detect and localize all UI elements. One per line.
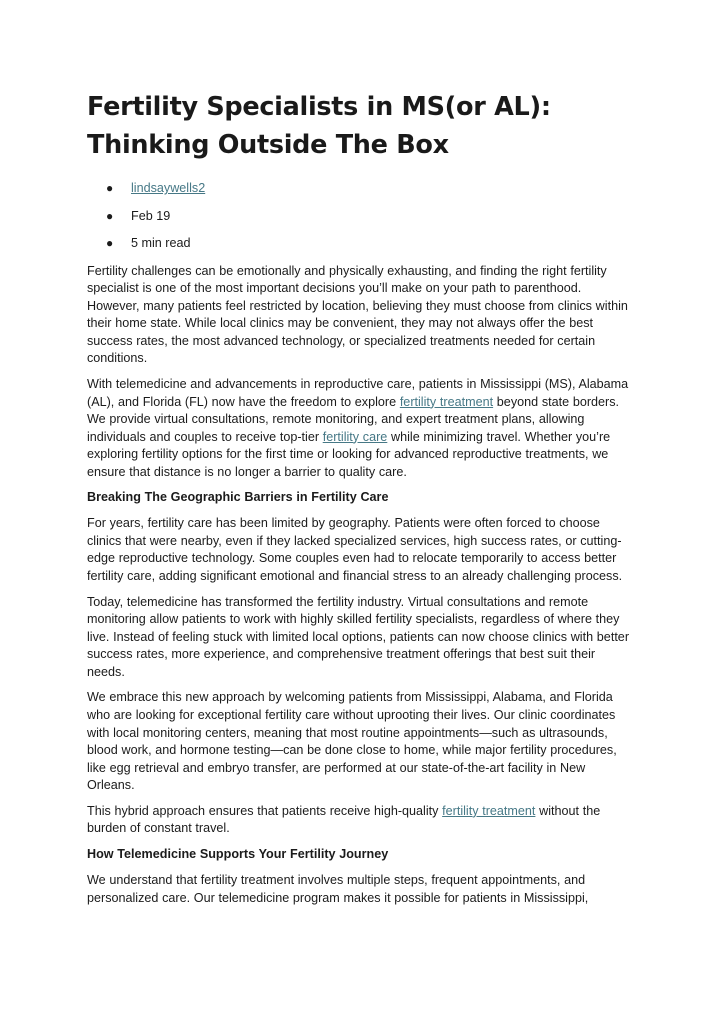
bullet-icon: ● (106, 208, 114, 223)
fertility-treatment-link[interactable]: fertility treatment (399, 394, 494, 409)
paragraph-text: without the burden of constant travel. (87, 803, 601, 836)
article-meta-list (87, 180, 635, 252)
fertility-care-link[interactable]: fertility care (322, 429, 388, 444)
read-time: 5 min read (131, 236, 191, 250)
meta-author-item (87, 180, 635, 197)
paragraph-new-approach: We embrace this new approach by welcoming patients from Mississippi, Alabama, and Florida who are looking for exceptional fertility care without uprooting their lives. Our clinic coordinates with local monitoring centers, meaning that most routine appointments—such as ultrasounds, blood work, and hormone testing—can be done close to home, while major fertility procedures, like egg retrieval and embryo transfer, are performed at our state-of-the-art facility in New Orleans. (87, 690, 617, 793)
paragraph-text: This hybrid approach ensures that patients receive high-quality (87, 803, 443, 818)
paragraph-journey: We understand that fertility treatment involves multiple steps, frequent appointments, and personalized care. Our telemedicine program makes it possible for patients in Mississippi, (87, 872, 589, 905)
paragraph-today: Today, telemedicine has transformed the fertility industry. Virtual consultations and remote monitoring allow patients to work with highly skilled fertility specialists, regardless of where they live. Instead of feeling stuck with limited local options, patients can now choose clinics with better success rates, more experience, and comprehensive treatment offerings that best suit their needs. (87, 594, 630, 679)
paragraph-geography: For years, fertility care has been limited by geography. Patients were often forced to choose clinics that were nearby, even if they lacked specialized services, high success rates, or cutting-edge reproductive technology. Some couples even had to relocate temporarily to access better fertility care, adding significant emotional and financial stress to an already challenging process. (87, 516, 623, 583)
fertility-treatment-link[interactable]: fertility treatment (442, 803, 536, 818)
article-title: Fertility Specialists in MS(or AL): Thinking Outside The Box (87, 92, 551, 160)
meta-date-item (87, 208, 635, 225)
paragraph-text: while minimizing travel. Whether you’re exploring fertility options for the first time or looking for advanced reproductive treatments, we ensure that distance is no longer a barrier to quality care. (87, 429, 611, 479)
article (87, 88, 635, 915)
paragraph-intro: Fertility challenges can be emotionally and physically exhausting, and finding the right fertility specialist is one of the most important decisions you’ll make on your path to parenthood. However, many patients feel restricted by location, believing they must choose from clinics within their home state. While local clinics may be convenient, they may not always offer the best success rates, the most advanced technology, or specialized treatments needed for certain conditions. (87, 263, 628, 366)
paragraph-text: With telemedicine and advancements in reproductive care, patients in Mississippi (MS), Alabama (AL), and Florida (FL) now have the freedom to explore (87, 376, 629, 409)
paragraph-telemedicine (87, 376, 635, 481)
publish-date: Feb 19 (131, 208, 171, 223)
paragraph-text: beyond state borders. We provide virtual consultations, remote monitoring, and expert treatment plans, allowing individuals and couples to receive top-tier (87, 394, 620, 444)
section-heading-geographic-barriers: Breaking The Geographic Barriers in Fertility Care (87, 490, 389, 505)
section-heading-telemedicine-support: How Telemedicine Supports Your Fertility Journey (87, 847, 389, 862)
author-link[interactable]: lindsaywells2 (131, 181, 206, 195)
bullet-icon: ● (106, 236, 114, 250)
bullet-icon: ● (106, 181, 114, 195)
meta-read-time-item (87, 235, 635, 252)
paragraph-hybrid (87, 803, 635, 838)
